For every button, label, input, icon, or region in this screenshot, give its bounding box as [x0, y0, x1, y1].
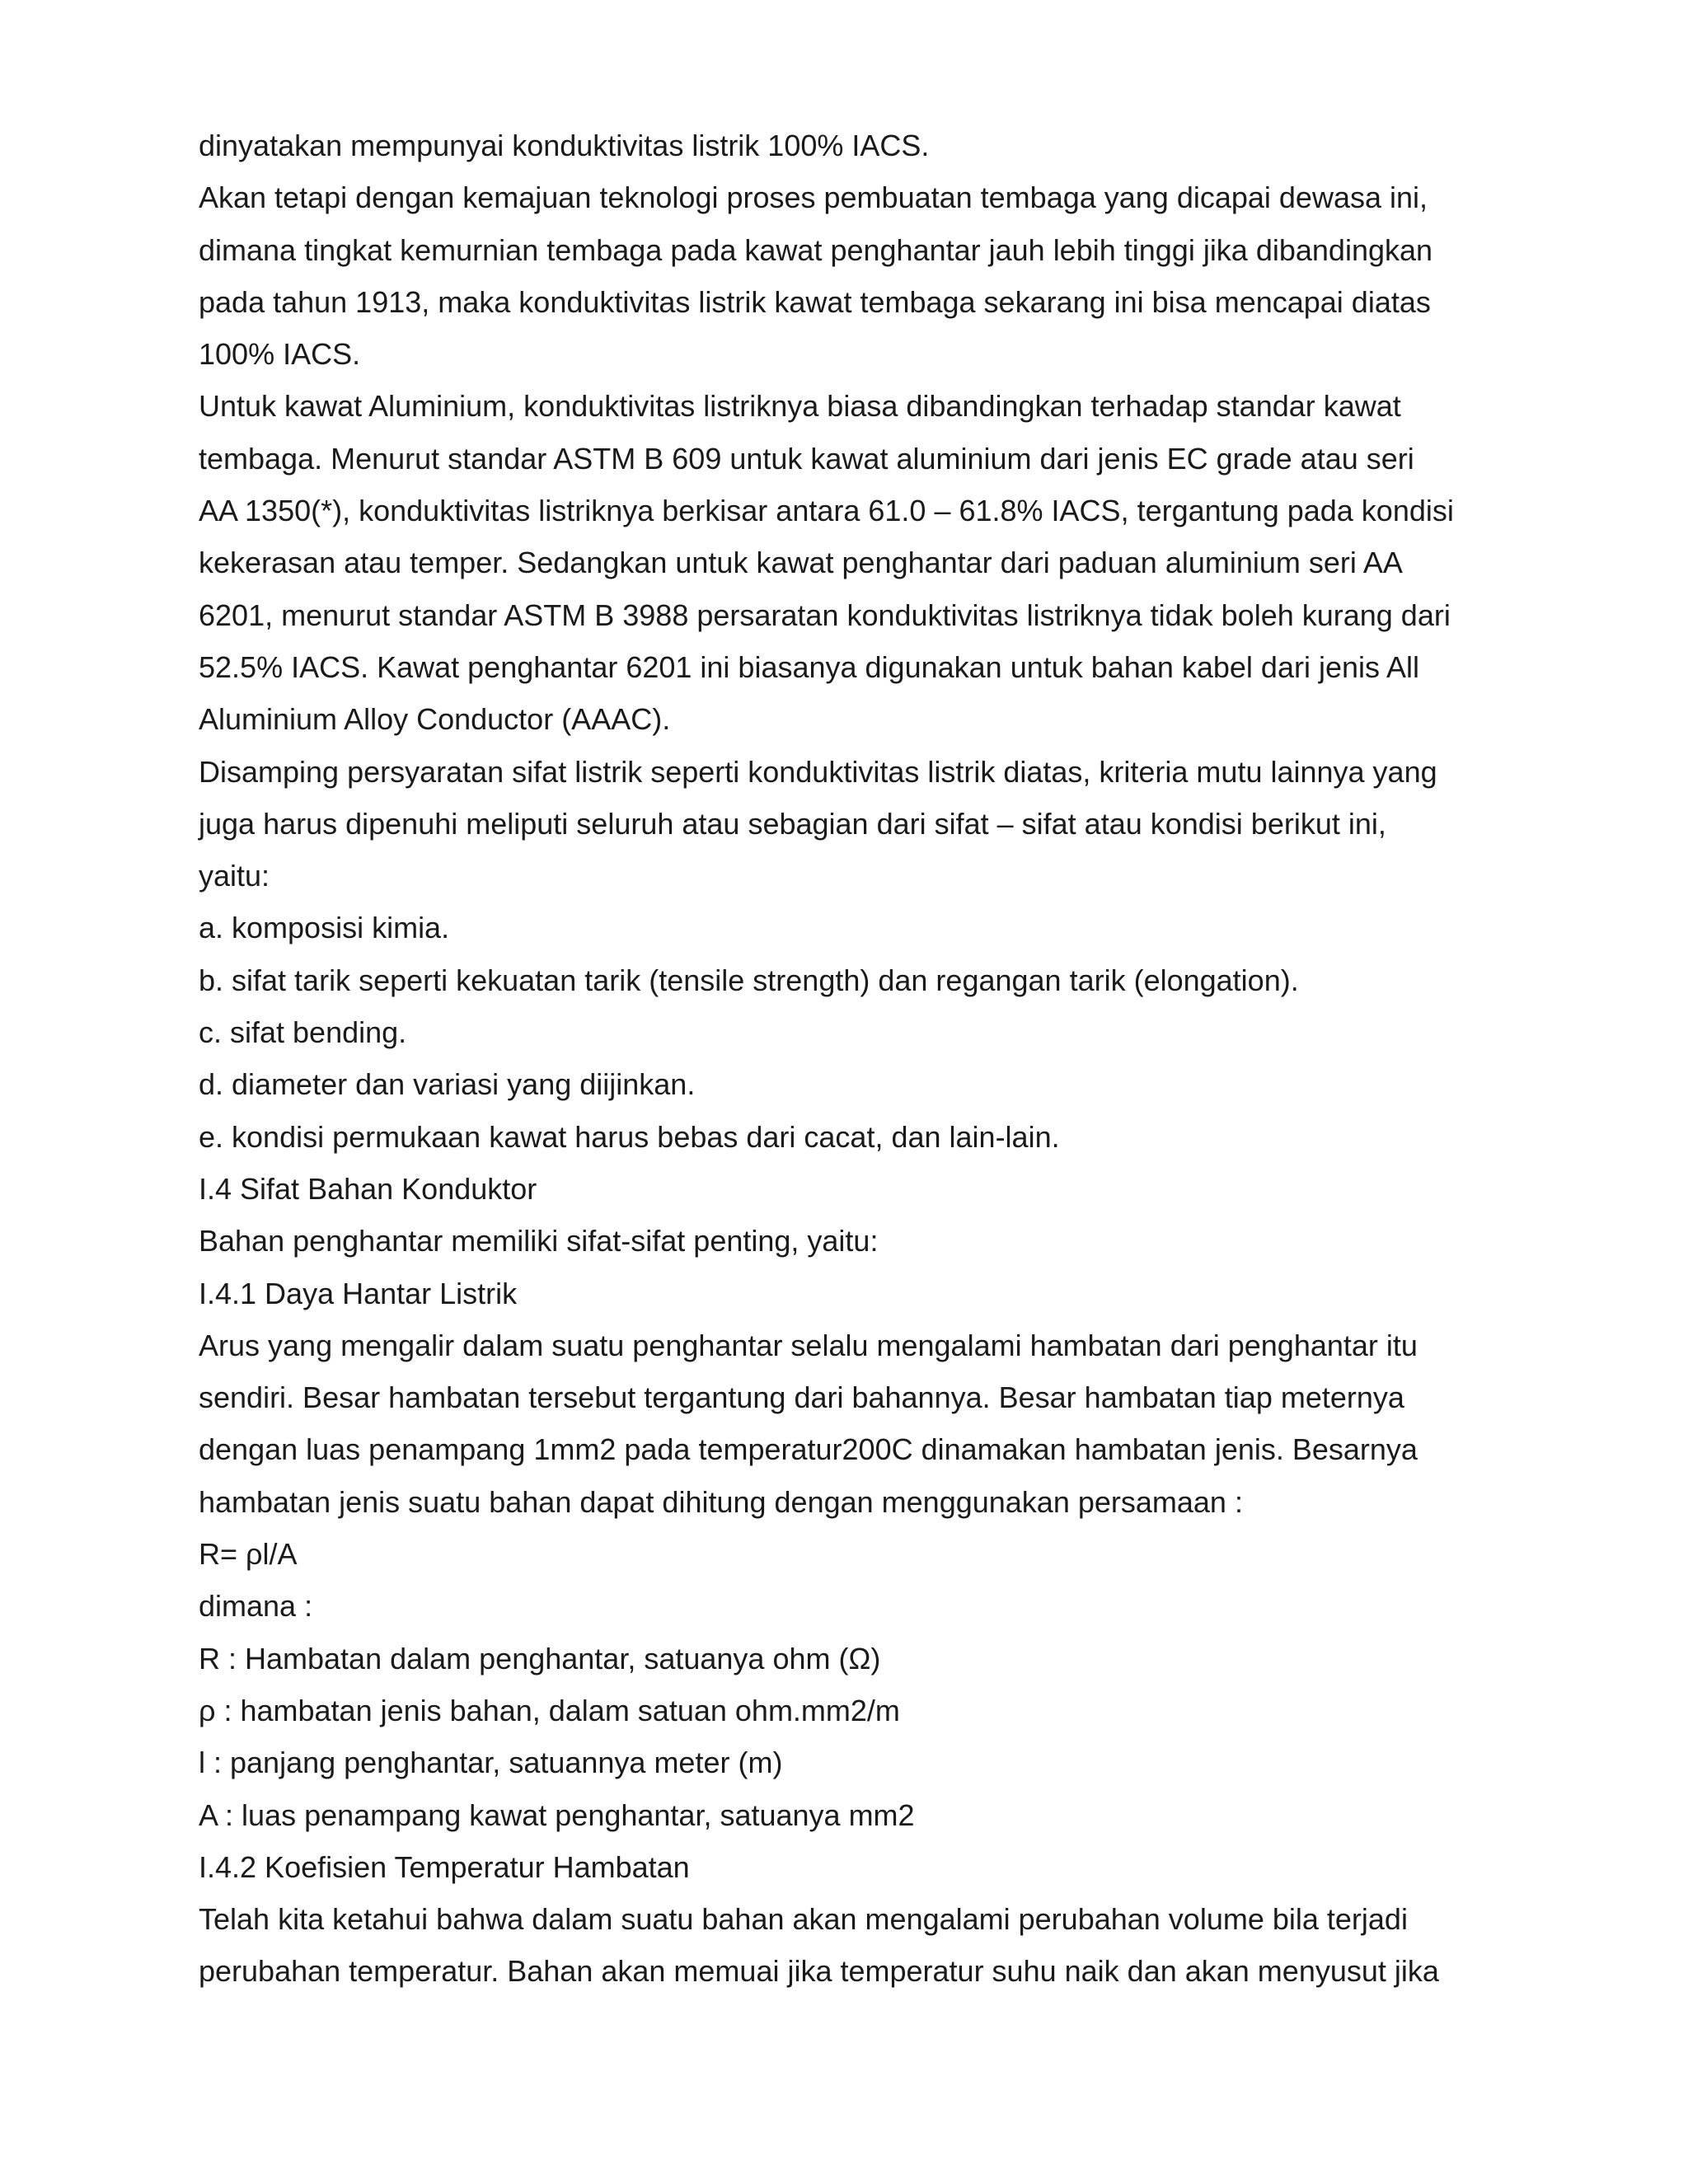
- document-body: [199, 120, 1501, 1998]
- subsection-heading: I.4.2 Koefisien Temperatur Hambatan: [199, 1849, 690, 1884]
- text-line: yaitu:: [199, 859, 270, 893]
- text-line: AA 1350(*), konduktivitas listriknya berkisar antara 61.0 – 61.8% IACS, tergantung pada kondisi: [199, 494, 1454, 528]
- list-item: e. kondisi permukaan kawat harus bebas dari cacat, dan lain-lain.: [199, 1119, 1060, 1154]
- list-item: b. sifat tarik seperti kekuatan tarik (tensile strength) dan regangan tarik (elongation).: [199, 963, 1299, 997]
- text-line: perubahan temperatur. Bahan akan memuai jika temperatur suhu naik dan akan menyusut jika: [199, 1954, 1439, 1989]
- subsection-heading: I.4.1 Daya Hantar Listrik: [199, 1276, 518, 1310]
- section-heading: I.4 Sifat Bahan Konduktor: [199, 1171, 537, 1206]
- definition-line: l : panjang penghantar, satuannya meter (m): [199, 1746, 783, 1780]
- text-line: dinyatakan mempunyai konduktivitas listrik 100% IACS.: [199, 129, 930, 162]
- text-line: dengan luas penampang 1mm2 pada temperatur200C dinamakan hambatan jenis. Besarnya: [199, 1432, 1418, 1467]
- text-line: Disamping persyaratan sifat listrik seperti konduktivitas listrik diatas, kriteria mutu lainnya yang: [199, 754, 1437, 789]
- text-line: juga harus dipenuhi meliputi seluruh atau sebagian dari sifat – sifat atau kondisi berikut ini,: [199, 806, 1386, 841]
- text-line: Untuk kawat Aluminium, konduktivitas listriknya biasa dibandingkan terhadap standar kawat: [199, 389, 1401, 424]
- text-line: 6201, menurut standar ASTM B 3988 persaratan konduktivitas listriknya tidak boleh kurang dari: [199, 598, 1451, 632]
- text-line: sendiri. Besar hambatan tersebut tergantung dari bahannya. Besar hambatan tiap meternya: [199, 1380, 1404, 1415]
- definition-line: R : Hambatan dalam penghantar, satuanya ohm (Ω): [199, 1641, 881, 1675]
- text-line: pada tahun 1913, maka konduktivitas listrik kawat tembaga sekarang ini bisa mencapai diatas: [199, 284, 1431, 319]
- definition-line: A : luas penampang kawat penghantar, satuanya mm2: [199, 1797, 915, 1832]
- text-line: dimana :: [199, 1589, 313, 1624]
- text-line: 100% IACS.: [199, 337, 361, 372]
- list-item: c. sifat bending.: [199, 1015, 407, 1050]
- text-line: hambatan jenis suatu bahan dapat dihitung dengan menggunakan persamaan :: [199, 1484, 1243, 1519]
- formula: R= ρl/A: [199, 1537, 298, 1572]
- text-line: 52.5% IACS. Kawat penghantar 6201 ini biasanya digunakan untuk bahan kabel dari jenis All: [199, 649, 1420, 684]
- text-line: dimana tingkat kemurnian tembaga pada kawat penghantar jauh lebih tinggi jika dibandingkan: [199, 232, 1433, 267]
- text-line: Aluminium Alloy Conductor (AAAC).: [199, 702, 671, 737]
- text-line: kekerasan atau temper. Sedangkan untuk kawat penghantar dari paduan aluminium seri AA: [199, 546, 1403, 580]
- definition-line: ρ : hambatan jenis bahan, dalam satuan ohm.mm2/m: [199, 1693, 900, 1727]
- text-line: Akan tetapi dengan kemajuan teknologi proses pembuatan tembaga yang dicapai dewasa ini,: [199, 180, 1428, 215]
- list-item: a. komposisi kimia.: [199, 911, 450, 945]
- text-line: Arus yang mengalir dalam suatu penghantar selalu mengalami hambatan dari penghantar itu: [199, 1328, 1418, 1362]
- text-line: tembaga. Menurut standar ASTM B 609 untuk kawat aluminium dari jenis EC grade atau seri: [199, 441, 1414, 476]
- list-item: d. diameter dan variasi yang diijinkan.: [199, 1067, 696, 1102]
- text-line: Bahan penghantar memiliki sifat-sifat penting, yaitu:: [199, 1224, 879, 1258]
- text-line: Telah kita ketahui bahwa dalam suatu bahan akan mengalami perubahan volume bila terjadi: [199, 1902, 1408, 1937]
